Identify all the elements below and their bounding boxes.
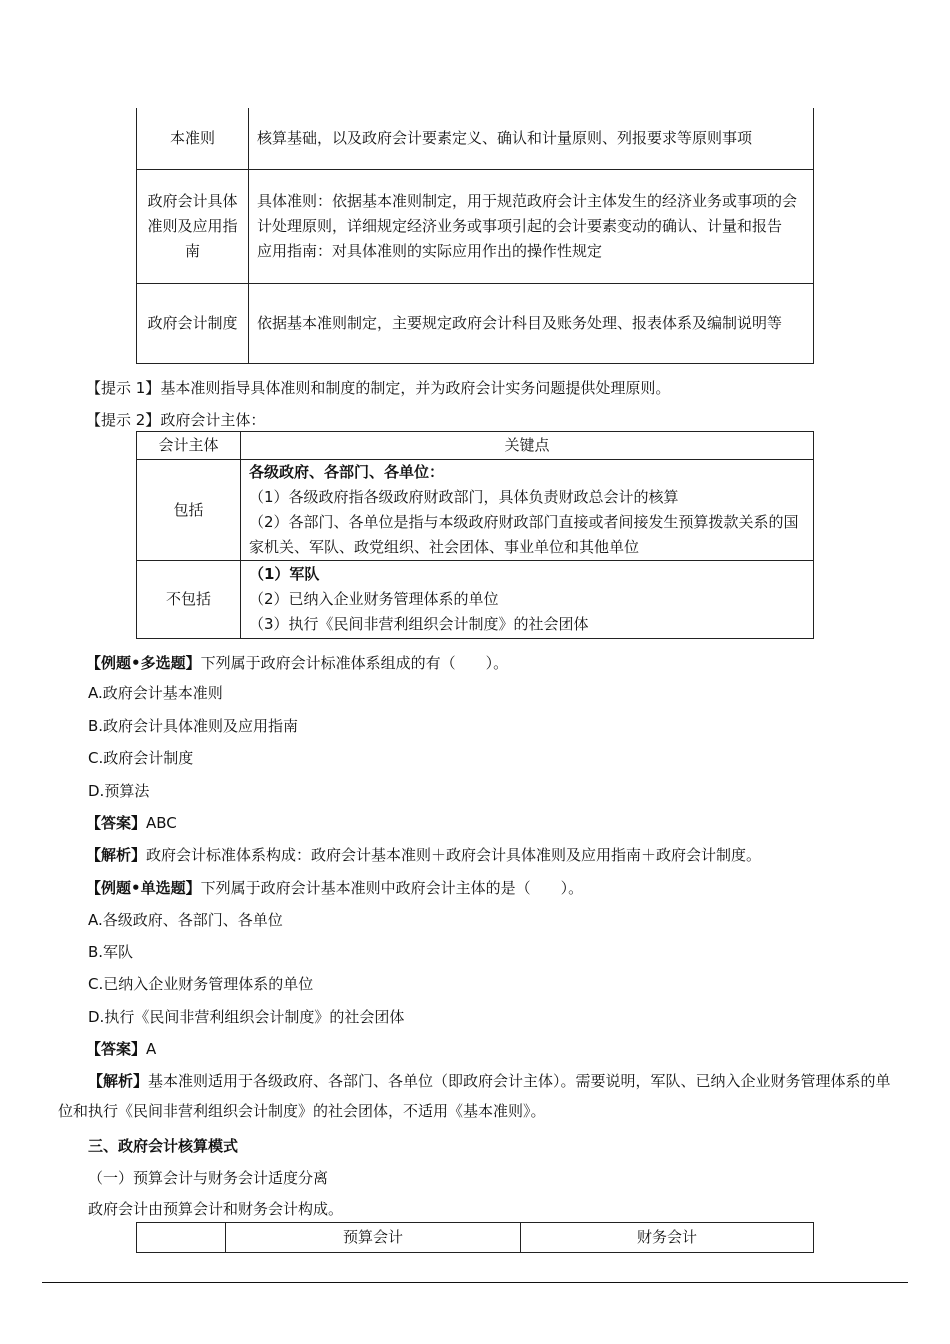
include-heading: 各级政府、各部门、各单位： bbox=[249, 463, 445, 481]
table-row bbox=[137, 108, 814, 169]
tip-2: 【提示 2】政府会计主体： bbox=[86, 411, 266, 429]
accounting-mode-table bbox=[136, 1222, 814, 1253]
include-item: （2）各部门、各单位是指与本级政府财政部门直接或者间接发生预算拨款关系的国家机关、军队、政党组织、社会团体、事业单位和其他单位 bbox=[249, 513, 799, 556]
exclude-item: （1）军队 bbox=[249, 565, 320, 583]
subsection-title: （一）预算会计与财务会计适度分离 bbox=[88, 1169, 329, 1187]
option-c: C.政府会计制度 bbox=[88, 749, 194, 767]
row-desc: 具体准则：依据基本准则制定，用于规范政府会计主体发生的经济业务或事项的会计处理原则，详细规定经济业务或事项引起的会计要素变动的确认、计量和报告 应用指南：对具体准则的实际应用作出的操作性规定 bbox=[249, 169, 814, 283]
header-cell: 关键点 bbox=[241, 432, 814, 460]
option-b: B.政府会计具体准则及应用指南 bbox=[88, 717, 299, 735]
option-a: A.政府会计基本准则 bbox=[88, 684, 223, 702]
table-header-row bbox=[137, 1223, 814, 1253]
header-cell: 财务会计 bbox=[521, 1223, 814, 1253]
footer-divider bbox=[42, 1282, 908, 1283]
option-d: D.执行《民间非营利组织会计制度》的社会团体 bbox=[88, 1008, 405, 1026]
option-b: B.军队 bbox=[88, 943, 134, 961]
question-2-stem: 【例题•单选题】下列属于政府会计基本准则中政府会计主体的是（ ）。 bbox=[86, 879, 584, 897]
section-title: 三、政府会计核算模式 bbox=[88, 1137, 239, 1155]
row-content bbox=[241, 561, 814, 639]
row-desc: 依据基本准则制定，主要规定政府会计科目及账务处理、报表体系及编制说明等 bbox=[249, 283, 814, 363]
header-cell: 预算会计 bbox=[226, 1223, 521, 1253]
exclude-item: （2）已纳入企业财务管理体系的单位 bbox=[249, 590, 499, 608]
tip-1: 【提示 1】基本准则指导具体准则和制度的制定，并为政府会计实务问题提供处理原则。 bbox=[86, 379, 671, 397]
row-name: 本准则 bbox=[137, 108, 249, 169]
row-label: 不包括 bbox=[137, 561, 241, 639]
include-item: （1）各级政府指各级政府财政部门，具体负责财政总会计的核算 bbox=[249, 488, 679, 506]
table-row bbox=[137, 283, 814, 363]
analysis-1: 【解析】政府会计标准体系构成：政府会计基本准则＋政府会计具体准则及应用指南＋政府会计制度。 bbox=[86, 846, 762, 864]
table-row bbox=[137, 561, 814, 639]
standards-table bbox=[136, 108, 814, 364]
analysis-2: 【解析】基本准则适用于各级政府、各部门、各单位（即政府会计主体）。需要说明，军队、已纳入企业财务管理体系的单位和执行《民间非营利组织会计制度》的社会团体，不适用《基本准则》。 bbox=[58, 1072, 891, 1120]
answer-2: 【答案】A bbox=[86, 1040, 157, 1058]
answer-1: 【答案】ABC bbox=[86, 814, 177, 832]
option-a: A.各级政府、各部门、各单位 bbox=[88, 911, 283, 929]
header-cell: 会计主体 bbox=[137, 432, 241, 460]
table-row bbox=[137, 169, 814, 283]
exclude-item: （3）执行《民间非营利组织会计制度》的社会团体 bbox=[249, 615, 589, 633]
question-1-stem: 【例题•多选题】下列属于政府会计标准体系组成的有（ ）。 bbox=[86, 654, 509, 672]
row-label: 包括 bbox=[137, 460, 241, 561]
row-name: 政府会计制度 bbox=[137, 283, 249, 363]
table-row bbox=[137, 460, 814, 561]
table-header-row bbox=[137, 432, 814, 460]
header-cell bbox=[137, 1223, 226, 1253]
row-desc: 核算基础，以及政府会计要素定义、确认和计量原则、列报要求等原则事项 bbox=[249, 108, 814, 169]
row-name: 政府会计具体准则及应用指南 bbox=[137, 169, 249, 283]
option-d: D.预算法 bbox=[88, 782, 150, 800]
option-c: C.已纳入企业财务管理体系的单位 bbox=[88, 975, 314, 993]
section-intro: 政府会计由预算会计和财务会计构成。 bbox=[88, 1200, 344, 1218]
row-content bbox=[241, 460, 814, 561]
subject-table bbox=[136, 431, 814, 639]
